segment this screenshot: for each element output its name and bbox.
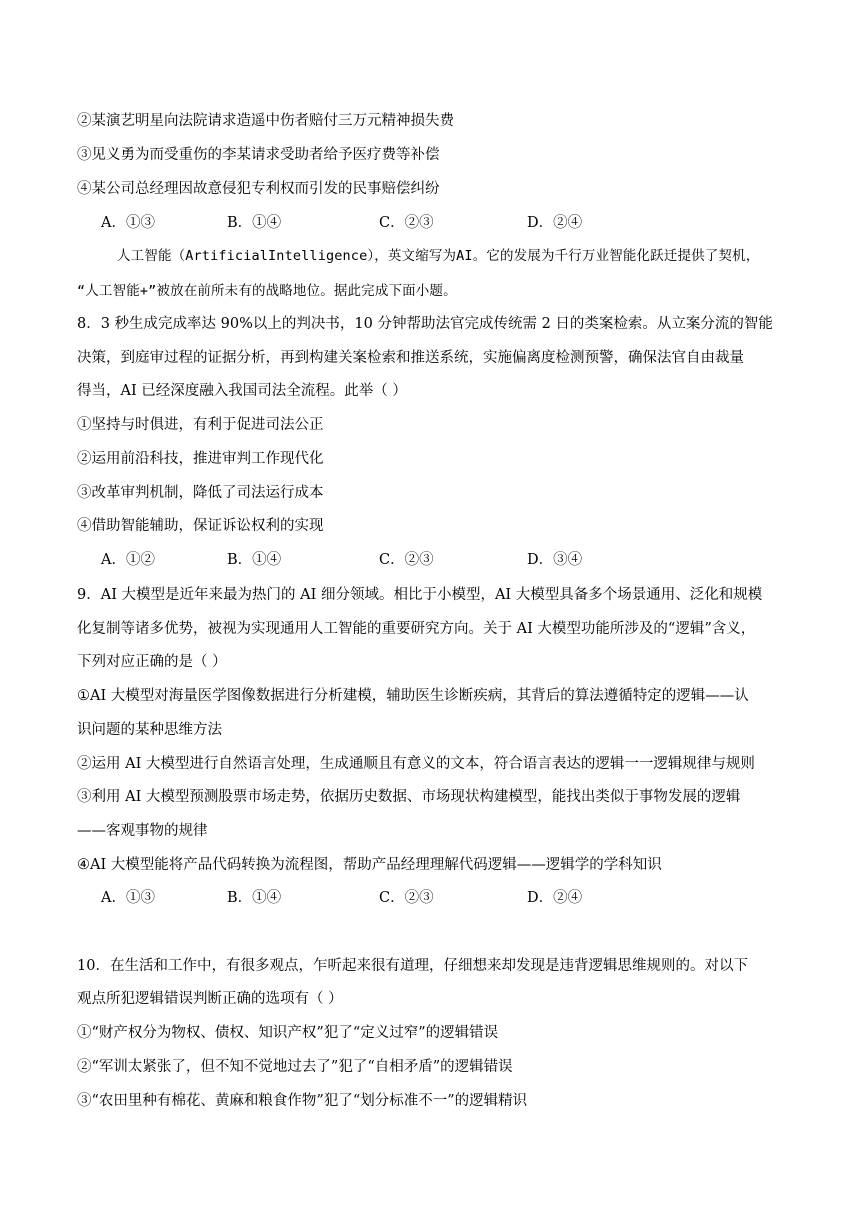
q9-option-b: B．①④: [227, 890, 282, 906]
q8-item-2: ②运用前沿科技，推进审判工作现代化: [77, 451, 324, 467]
q8-option-d: D．③④: [527, 552, 583, 568]
q10-stem-line-1: 10．在生活和工作中，有很多观点，乍听起来很有道理，仔细想来却发现是违背逻辑思维规则的。对以下: [77, 958, 748, 974]
q9-item-1-line-2: 识问题的某种思维方法: [77, 722, 222, 738]
q9-options: [101, 888, 661, 908]
q9-stem-line-3: 下列对应正确的是（ ）: [77, 654, 227, 670]
q8-option-a: A．①②: [101, 552, 155, 568]
q8-item-4: ④借助智能辅助，保证诉讼权利的实现: [77, 518, 324, 534]
q10-item-1: ①“财产权分为物权、债权、知识产权”犯了“定义过窄”的逻辑错误: [77, 1025, 499, 1041]
q10-item-2: ②“军训太紧张了，但不知不觉地过去了”犯了“自相矛盾”的逻辑错误: [77, 1059, 513, 1075]
q7-option-a: A．①③: [101, 215, 155, 231]
passage-line-2: “人工智能+”被放在前所未有的战略地位。据此完成下面小题。: [77, 283, 457, 299]
q9-item-2: ②运用 AI 大模型进行自然语言处理，生成通顺且有意义的文本，符合语言表达的逻辑一一逻辑规律与规则: [77, 756, 755, 772]
q8-stem-line-1: 8．3 秒生成完成率达 90%以上的判决书，10 分钟帮助法官完成传统需 2 日的类案检索。从立案分流的智能: [77, 316, 773, 332]
q7-item-3: ③见义勇为而受重伤的李某请求受助者给予医疗费等补偿: [77, 147, 440, 163]
q9-item-3-line-1: ③利用 AI 大模型预测股票市场走势，依据历史数据、市场现状构建模型，能找出类似于事物发展的逻辑: [77, 789, 741, 805]
q7-item-2: ②某演艺明星向法院请求造遥中伤者赔付三万元精神损失费: [77, 113, 454, 129]
passage-line-1: 人工智能（ArtificialIntelligence），英文缩写为AI。它的发展为千行万业智能化跃迁提供了契机，: [117, 248, 760, 264]
q7-item-4: ④某公司总经理因故意侵犯专利权而引发的民事赔偿纠纷: [77, 181, 440, 197]
q9-option-a: A．①③: [101, 890, 155, 906]
q10-item-3: ③“农田里种有棉花、黄麻和粮食作物”犯了“划分标准不一”的逻辑精识: [77, 1093, 528, 1109]
q9-item-4: ④AI 大模型能将产品代码转换为流程图，帮助产品经理理解代码逻辑——逻辑学的学科知识: [77, 857, 662, 873]
q9-stem-line-2: 化复制等诸多优势，被视为实现通用人工智能的重要研究方向。关于 AI 大模型功能所涉及的“逻辑”含义，: [77, 621, 756, 637]
q8-option-b: B．①④: [227, 552, 282, 568]
q8-item-1: ①坚持与时俱进，有利于促进司法公正: [77, 417, 324, 433]
q8-stem-line-3: 得当，AI 已经深度融入我国司法全流程。此举（ ）: [77, 383, 407, 399]
q9-stem-line-1: 9．AI 大模型是近年来最为热门的 AI 细分领域。相比于小模型，AI 大模型具备多个场景通用、泛化和规模: [77, 587, 763, 603]
q9-option-c: C．②③: [379, 890, 434, 906]
q9-item-1-line-1: ①AI 大模型对海量医学图像数据进行分析建模，辅助医生诊断疾病，其背后的算法遵循特定的逻辑——认: [77, 688, 749, 704]
q8-options: [101, 550, 661, 570]
q8-stem-line-2: 决策，到庭审过程的证据分析，再到构建关案检索和推送系统，实施偏离度检测预警，确保法官自由裁量: [77, 350, 744, 366]
q8-item-3: ③改革审判机制，降低了司法运行成本: [77, 485, 324, 501]
q9-item-3-line-2: ——客观事物的规律: [77, 823, 208, 839]
q7-option-b: B．①④: [227, 215, 282, 231]
q8-option-c: C．②③: [379, 552, 434, 568]
q9-option-d: D．②④: [527, 890, 583, 906]
q7-options: [101, 213, 661, 233]
q7-option-d: D．②④: [527, 215, 583, 231]
q7-option-c: C．②③: [379, 215, 434, 231]
q10-stem-line-2: 观点所犯逻辑错误判断正确的选项有（ ）: [77, 991, 343, 1007]
